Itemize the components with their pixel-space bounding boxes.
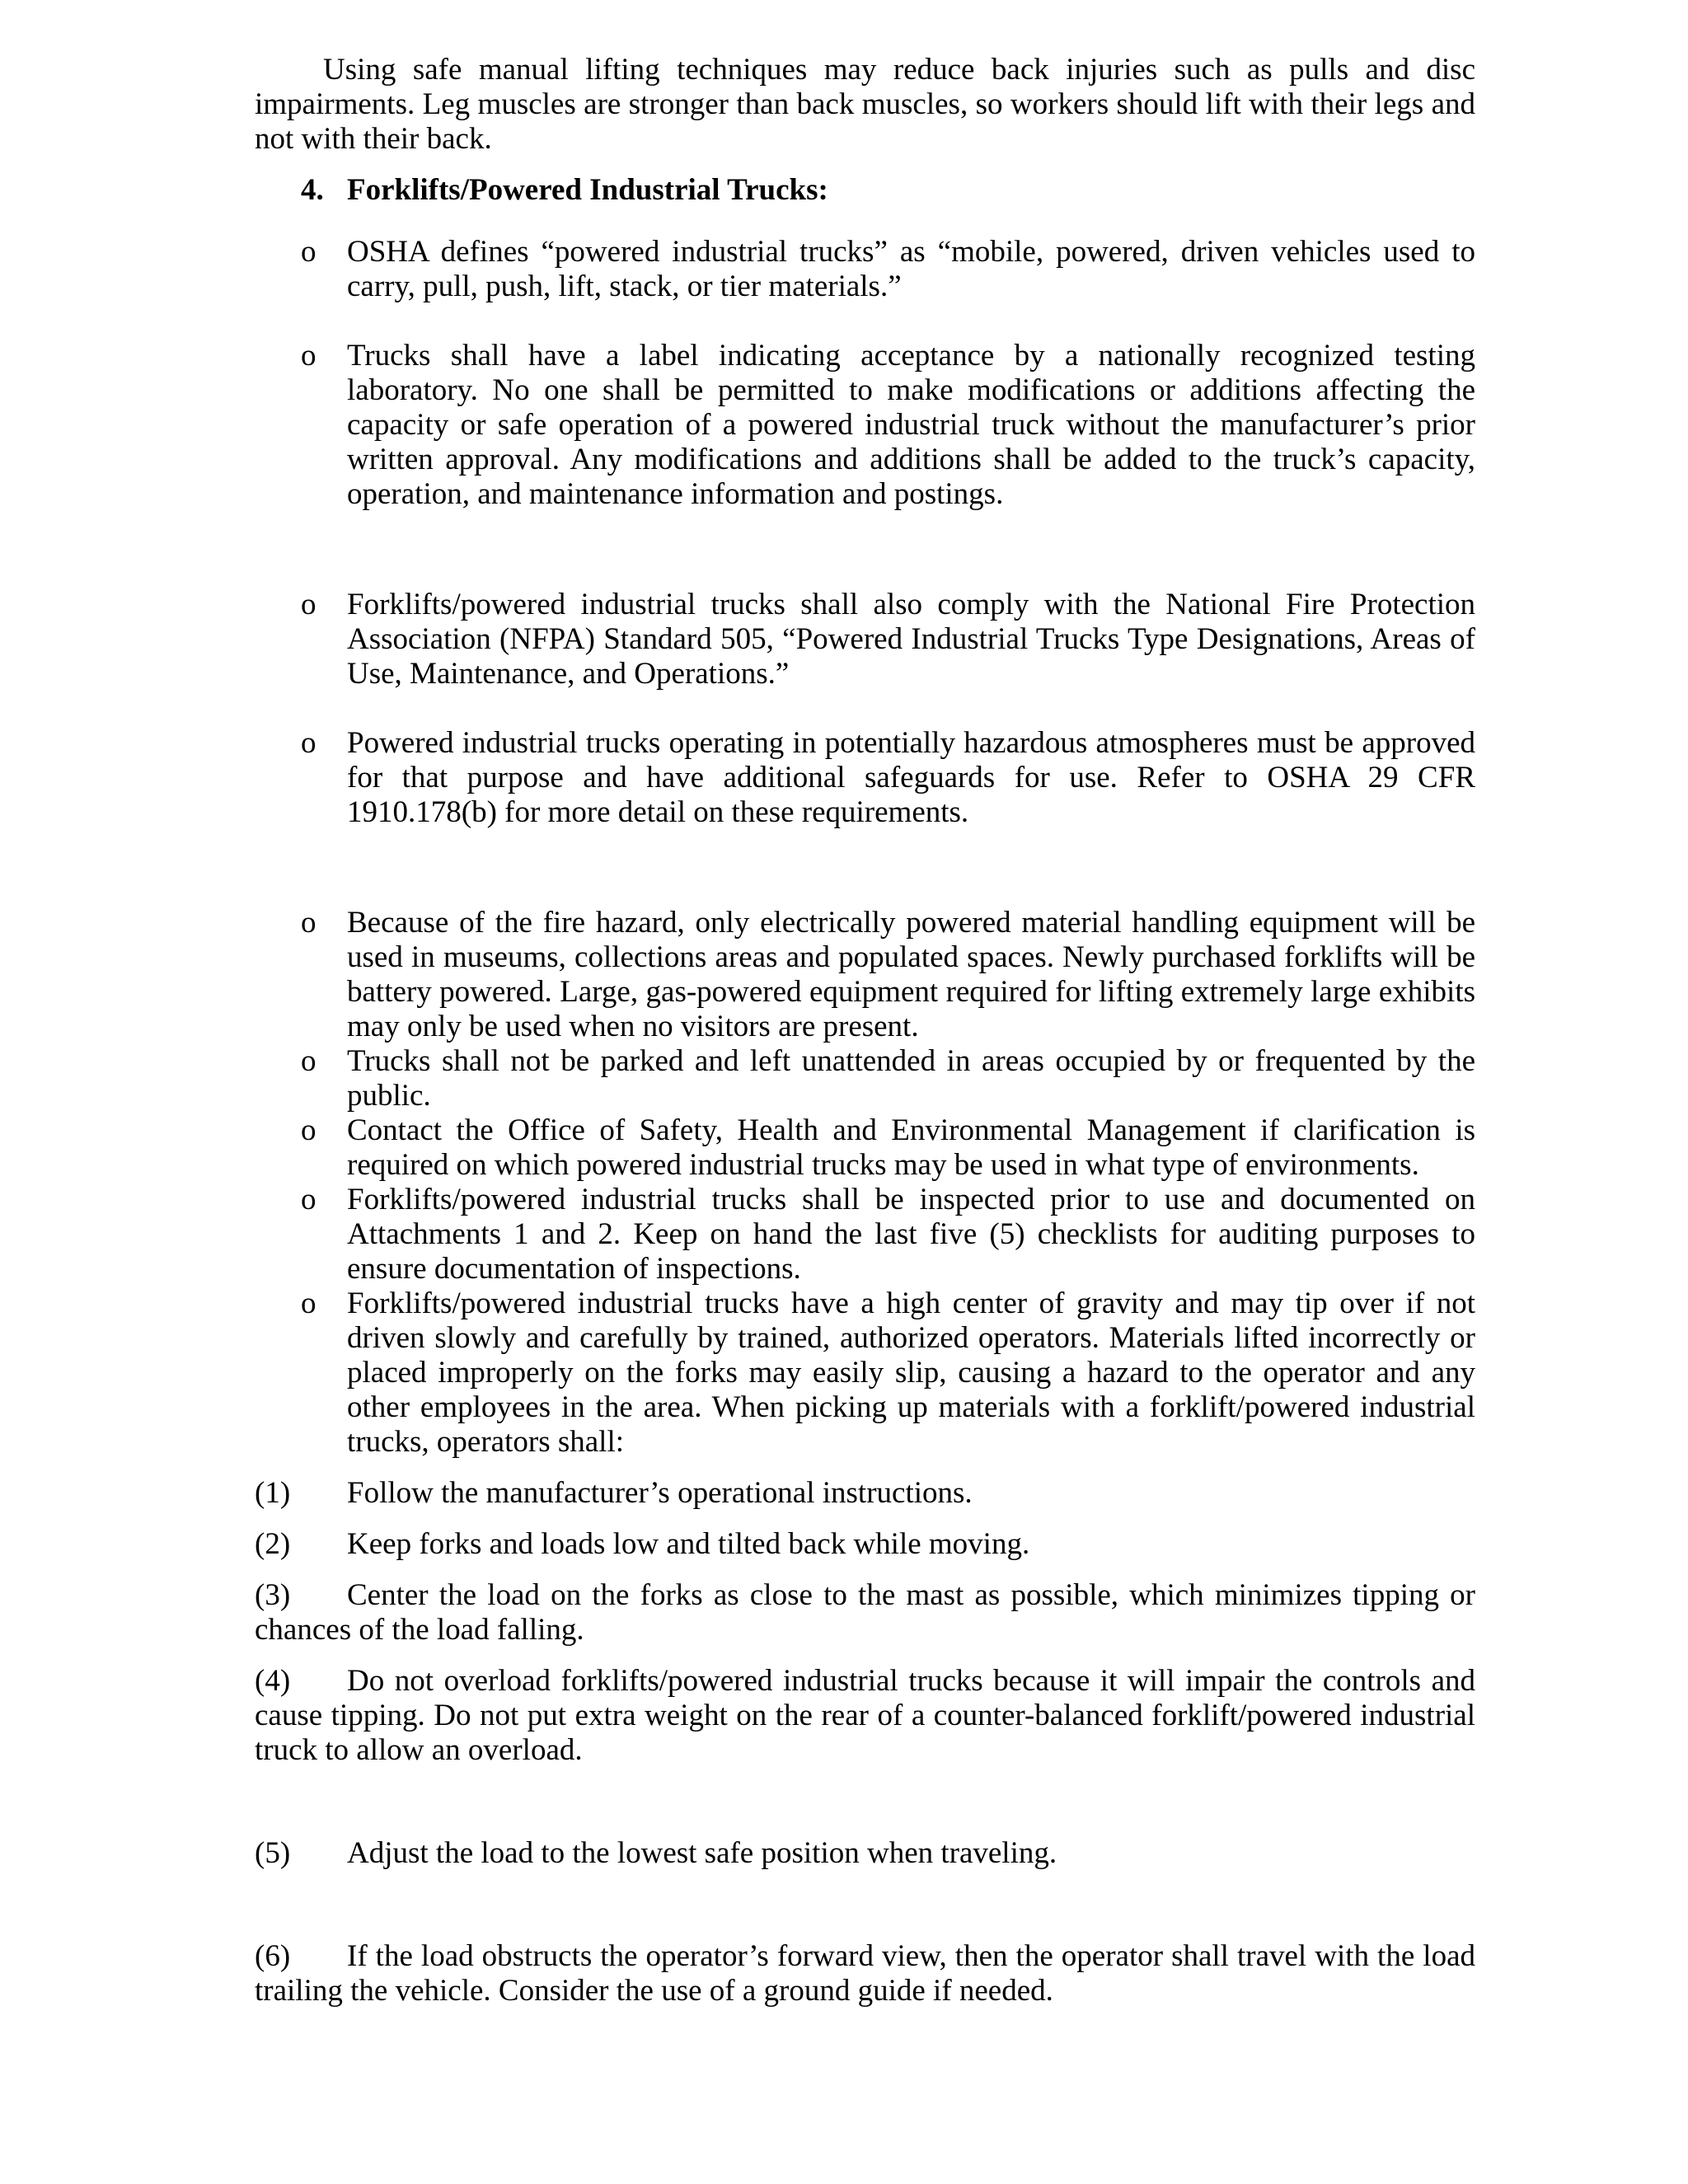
bullet-text: Trucks shall have a label indicating acceptance by a nationally recognized testing laboratory. No one shall be permitted to make modifications or additions affecting the capacity or safe operation of a powered industrial truck without the manufacturer’s prior written approval. Any modifications and additions shall be added to the truck’s capacity, operation, and maintenance information and postings. [347, 339, 1475, 511]
bullet-marker: o [301, 1183, 316, 1216]
bullet-text: Trucks shall not be parked and left unattended in areas occupied by or frequented by the public. [347, 1044, 1475, 1113]
item-text: Keep forks and loads low and tilted back while moving. [347, 1527, 1030, 1561]
bullet-item [255, 588, 1475, 691]
item-number: (2) [255, 1527, 291, 1561]
item-text: Follow the manufacturer’s operational instructions. [347, 1476, 973, 1510]
document-page [255, 53, 1475, 2008]
bullet-marker: o [301, 1113, 316, 1147]
bullet-item [255, 906, 1475, 1044]
bullet-text: Because of the fire hazard, only electrically powered material handling equipment will be used in museums, collections areas and populated spaces. Newly purchased forklifts will be battery powered. Large, gas-powered equipment required for lifting extremely large exhibits may only be used when no visitors are present. [347, 906, 1475, 1043]
bullet-text: Forklifts/powered industrial trucks have a high center of gravity and may tip over if not driven slowly and carefully by trained, authorized operators. Materials lifted incorrectly or placed improperly on the forks may easily slip, causing a hazard to the operator and any other employees in the area. When picking up materials with a forklift/powered industrial trucks, operators shall: [347, 1286, 1475, 1459]
item-text: Do not overload forklifts/powered industrial trucks because it will impair the controls and cause tipping. Do not put extra weight on the rear of a counter-balanced forklift/powered industrial truck to allow an overload. [255, 1664, 1475, 1767]
numbered-item [255, 1836, 1475, 1871]
bullet-list [255, 235, 1475, 1460]
bullet-marker: o [301, 339, 316, 373]
bullet-item [255, 726, 1475, 830]
section-title: Forklifts/Powered Industrial Trucks: [347, 173, 828, 207]
item-number: (1) [255, 1476, 291, 1510]
bullet-text: Forklifts/powered industrial trucks shall be inspected prior to use and documented on Attachments 1 and 2. Keep on hand the last five (5) checklists for auditing purposes to ensure documentation of inspections. [347, 1183, 1475, 1286]
bullet-marker: o [301, 1044, 316, 1078]
bullet-marker: o [301, 235, 316, 269]
numbered-item [255, 1939, 1475, 2008]
bullet-item [255, 1044, 1475, 1113]
bullet-marker: o [301, 1286, 316, 1320]
bullet-text: Contact the Office of Safety, Health and Environmental Management if clarification is required on which powered industrial trucks may be used in what type of environments. [347, 1113, 1475, 1182]
bullet-item [255, 1113, 1475, 1183]
item-number: (3) [255, 1578, 291, 1612]
item-number: (6) [255, 1939, 291, 1973]
bullet-item [255, 1183, 1475, 1286]
bullet-text: Forklifts/powered industrial trucks shall also comply with the National Fire Protection Association (NFPA) Standard 505, “Powered Industrial Trucks Type Designations, Areas of Use, Maintenance, and Operations.” [347, 588, 1475, 691]
numbered-list [255, 1476, 1475, 2008]
bullet-marker: o [301, 726, 316, 760]
numbered-item [255, 1476, 1475, 1511]
item-text: Adjust the load to the lowest safe position when traveling. [347, 1836, 1057, 1870]
bullet-marker: o [301, 588, 316, 621]
section-number: 4. [301, 173, 324, 207]
bullet-item [255, 235, 1475, 304]
bullet-text: OSHA defines “powered industrial trucks” as “mobile, powered, driven vehicles used to carry, pull, push, lift, stack, or tier materials.” [347, 235, 1475, 303]
numbered-item [255, 1578, 1475, 1647]
intro-paragraph: Using safe manual lifting techniques may reduce back injuries such as pulls and disc impairments. Leg muscles are stronger than back muscles, so workers should lift with their legs and not with their back. [255, 53, 1475, 156]
item-number: (5) [255, 1836, 291, 1870]
bullet-item [255, 1286, 1475, 1460]
item-text: If the load obstructs the operator’s forward view, then the operator shall travel with the load trailing the vehicle. Consider the use of a ground guide if needed. [255, 1939, 1475, 2008]
numbered-item [255, 1527, 1475, 1562]
item-text: Center the load on the forks as close to the mast as possible, which minimizes tipping or chances of the load falling. [255, 1578, 1475, 1647]
bullet-item [255, 339, 1475, 512]
item-number: (4) [255, 1664, 291, 1698]
section-heading [301, 173, 1475, 208]
bullet-text: Powered industrial trucks operating in potentially hazardous atmospheres must be approved for that purpose and have additional safeguards for use. Refer to OSHA 29 CFR 1910.178(b) for more detail on these requirements. [347, 726, 1475, 829]
bullet-marker: o [301, 906, 316, 940]
numbered-item [255, 1664, 1475, 1768]
